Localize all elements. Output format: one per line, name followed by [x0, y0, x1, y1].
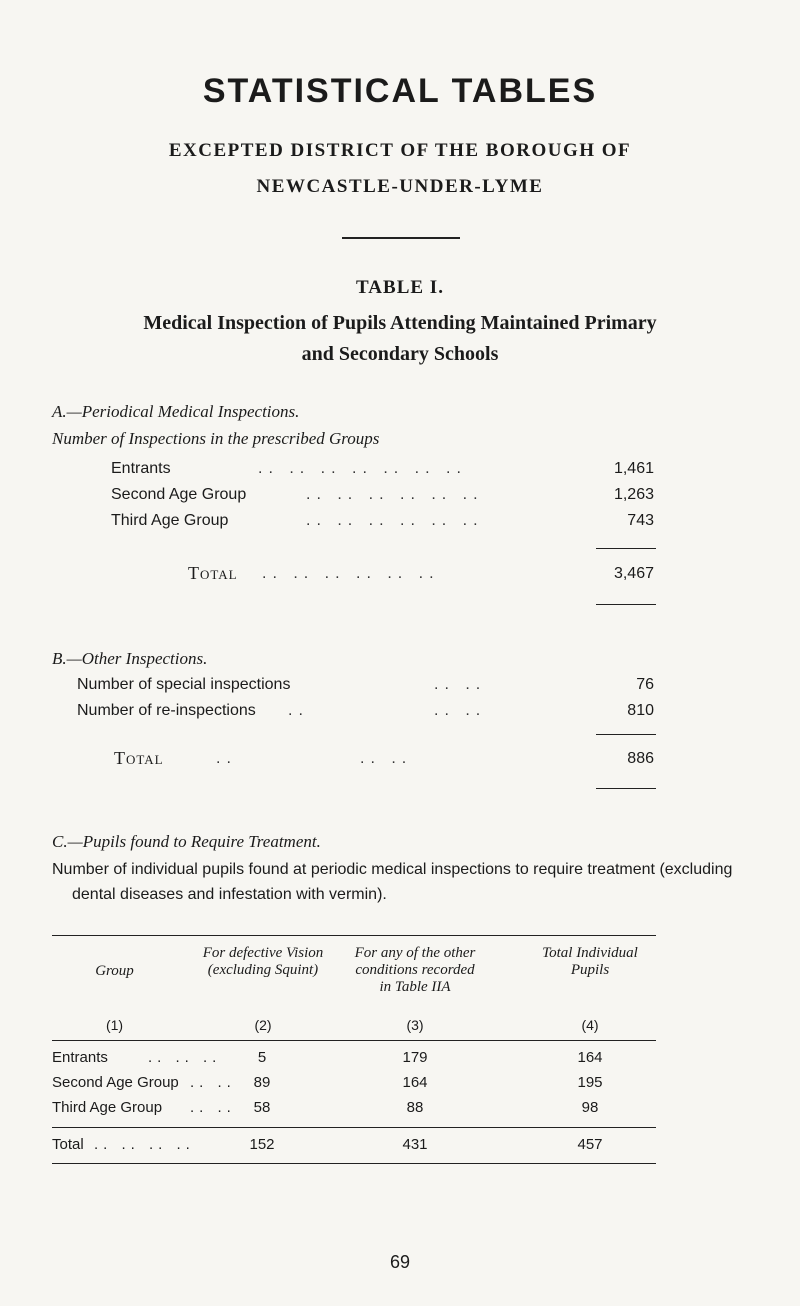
column-number-3: (3) — [406, 1017, 424, 1033]
leader-dots: .. — [288, 702, 309, 719]
table-top-rule — [52, 935, 656, 936]
row-value: 1,263 — [613, 486, 654, 503]
row-label: Entrants — [111, 460, 171, 477]
column-number-1: (1) — [105, 1017, 124, 1033]
subtotal-rule — [596, 734, 656, 735]
page-title: STATISTICAL TABLES — [202, 72, 598, 110]
table-cell: 89 — [253, 1074, 271, 1091]
row-label: Number of re-inspections — [77, 702, 256, 719]
column-header-other-conditions: For any of the other conditions recorded in Table IIA — [354, 945, 476, 995]
total-value: 3,467 — [613, 565, 654, 582]
table-cell: 164 — [402, 1074, 428, 1091]
column-header-group: Group — [95, 963, 134, 979]
column-number-4: (4) — [581, 1017, 599, 1033]
leader-dots: .. .. — [190, 1099, 236, 1116]
row-label: Second Age Group — [111, 486, 247, 503]
district-line-2: NEWCASTLE-UNDER-LYME — [256, 176, 544, 197]
section-a-subheading: Number of Inspections in the prescribed Groups — [52, 429, 380, 448]
total-label: Total — [188, 563, 238, 583]
table-row-label: Entrants — [52, 1049, 108, 1066]
total-label: Total — [114, 748, 164, 768]
table-cell: 88 — [406, 1099, 424, 1116]
leader-dots: .. — [216, 750, 237, 767]
table-cell: 58 — [253, 1099, 271, 1116]
leader-dots: .. .. — [434, 702, 487, 719]
section-c-paragraph: Number of individual pupils found at periodic medical inspections to require treatment (excluding dental diseases and infestation with vermin). — [52, 861, 733, 903]
table-cell: 98 — [581, 1099, 599, 1116]
row-value: 743 — [627, 512, 654, 529]
table-cell: 5 — [257, 1049, 267, 1066]
table-cell: 179 — [402, 1049, 428, 1066]
table-caption-line-2: and Secondary Schools — [301, 343, 499, 365]
table-cell: 195 — [577, 1074, 603, 1091]
total-value: 886 — [627, 750, 654, 767]
table-total-cell: 152 — [249, 1136, 275, 1153]
leader-dots: .. .. .. — [148, 1049, 222, 1066]
leader-dots: .. .. .. .. .. .. — [262, 565, 440, 582]
section-c-heading: C.—Pupils found to Require Treatment. — [52, 832, 321, 851]
row-label: Third Age Group — [111, 512, 229, 529]
table-row-label: Third Age Group — [52, 1099, 163, 1116]
column-header-vision: For defective Vision (excluding Squint) — [202, 945, 324, 978]
row-label: Number of special inspections — [77, 676, 291, 693]
table-caption-line-1: Medical Inspection of Pupils Attending Maintained Primary — [143, 312, 657, 334]
table-title: TABLE I. — [356, 277, 444, 298]
column-header-total-pupils: Total Individual Pupils — [542, 945, 638, 978]
table-cell: 164 — [577, 1049, 603, 1066]
subtotal-rule — [596, 548, 656, 549]
section-b-heading: B.—Other Inspections. — [52, 649, 208, 668]
total-rule — [596, 604, 656, 605]
row-value: 1,461 — [613, 460, 654, 477]
total-top-rule — [52, 1127, 656, 1128]
district-line-1: EXCEPTED DISTRICT OF THE BOROUGH OF — [168, 140, 632, 161]
total-rule — [596, 788, 656, 789]
table-total-label: Total — [52, 1136, 84, 1153]
leader-dots: .. .. .. .. .. .. — [306, 486, 484, 503]
leader-dots: .. .. — [360, 750, 413, 767]
leader-dots: .. .. — [434, 676, 487, 693]
header-bottom-rule — [52, 1040, 656, 1041]
title-divider — [342, 237, 460, 239]
section-a-heading: A.—Periodical Medical Inspections. — [52, 402, 300, 421]
leader-dots: .. .. — [190, 1074, 236, 1091]
leader-dots: .. .. .. .. .. .. .. — [258, 460, 467, 477]
row-value: 76 — [636, 676, 654, 693]
page-number: 69 — [389, 1252, 411, 1272]
leader-dots: .. .. .. .. — [94, 1136, 195, 1153]
leader-dots: .. .. .. .. .. .. — [306, 512, 484, 529]
column-number-2: (2) — [254, 1017, 272, 1033]
row-value: 810 — [627, 702, 654, 719]
table-bottom-rule — [52, 1163, 656, 1164]
table-row-label: Second Age Group — [52, 1074, 179, 1091]
table-total-cell: 431 — [402, 1136, 428, 1153]
table-total-cell: 457 — [577, 1136, 603, 1153]
